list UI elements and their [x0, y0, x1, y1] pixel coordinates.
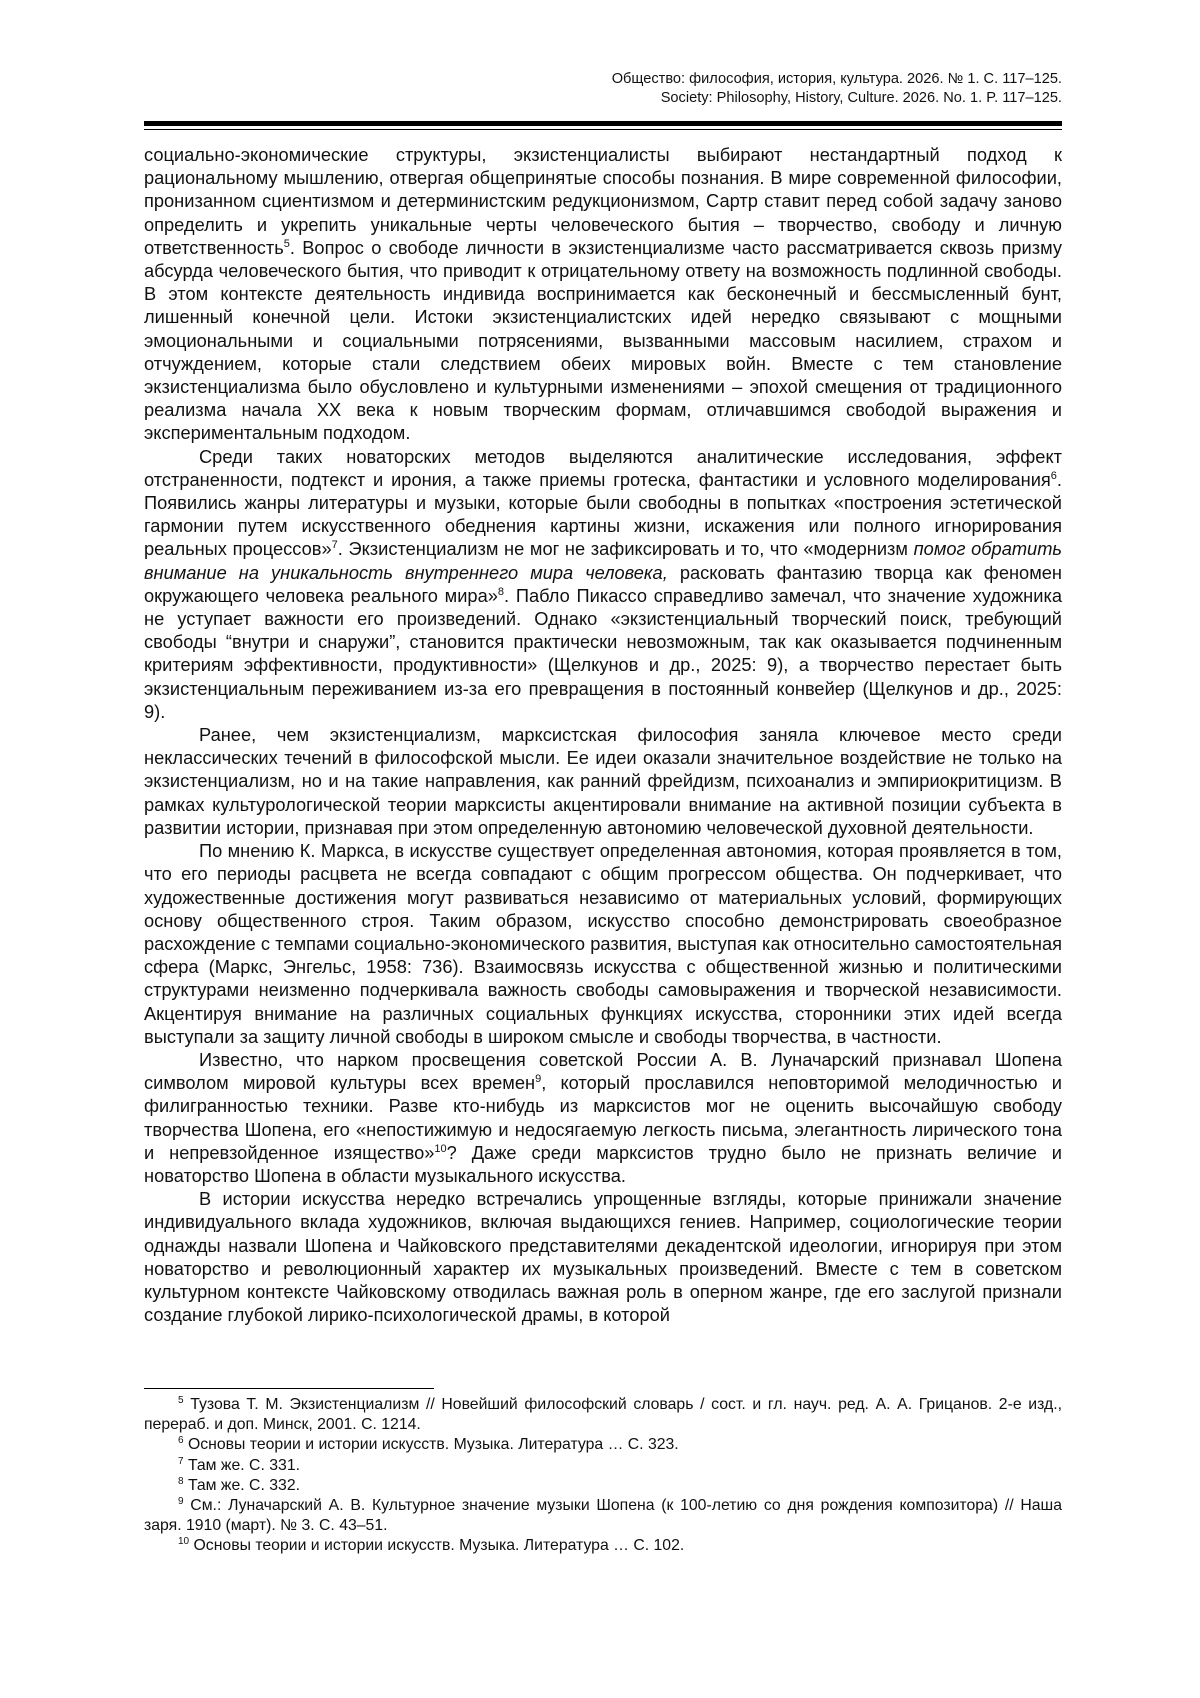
footnote-ref-5[interactable]: 5 [283, 237, 290, 250]
footnote-ref-8[interactable]: 8 [497, 585, 504, 598]
running-header [144, 70, 1062, 108]
footnotes [144, 1395, 1062, 1557]
article-body [144, 143, 1062, 1326]
italic-emphasis: помог обратить внимание на уникальность внутреннего мира человека, [144, 538, 1062, 583]
footnote-9: $^9$ См.: Луначарский А. В. Культурное значение музыки Шопена (к 100-летию со дня рождения композитора) // Наша заря. 1910 (март). № 3. С. 43–51. [144, 1496, 1062, 1535]
paragraph-6: В истории искусства нередко встречались упрощенные взгляды, которые принижали значение индивидуального вклада художников, включая выдающихся гениев. Например, социологические теории однажды назвали Шопена и Чайковского представителями декадентской идеологии, игнорируя при этом новаторство и революционный характер их музыкальных произведений. Вместе с тем в советском культурном контексте Чайковскому отводилась важная роль в оперном жанре, где его заслугой признали создание глубокой лирико-психологической драмы, в которой [144, 1188, 1062, 1326]
footnote-ref-7[interactable]: 7 [331, 539, 338, 552]
paragraph-1: социально-экономические структуры, экзистенциалисты выбирают нестандартный подход к рациональному мышлению, отвергая общепринятые способы познания. В мире современной философии, пронизанном сциентизмом и детерминистским редукционизмом, Сартр ставит перед собой задачу заново определить и укрепить уникальные черты человеческого бытия – творчество, свободу и личную ответственность$^5$. Вопрос о свободе личности в экзистенциализме часто рассматривается сквозь призму абсурда человеческого бытия, что приводит к отрицательному ответу на возможность подлинной свободы. В этом контексте деятельность индивида воспринимается как бесконечный и бессмысленный бунт, лишенный конечной цели. Истоки экзистенциалистских идей нередко связывают с мощными эмоциональными и социальными потрясениями, вызванными массовым насилием, страхом и отчуждением, которые стали следствием обеих мировых войн. Вместе с тем становление экзистенциализма было обусловлено и культурными изменениями – эпохой смещения от традиционного реализма начала XX века к новым творческим формам, отличавшимся свободой выражения и экспериментальным подходом. [144, 144, 1062, 444]
paragraph-4: По мнению К. Маркса, в искусстве существует определенная автономия, которая проявляется в том, что его периоды расцвета не всегда совпадают с общим прогрессом общества. Он подчеркивает, что художественные достижения могут развиваться независимо от материальных условий, формирующих основу общественного строя. Таким образом, искусство способно демонстрировать своеобразное расхождение с темпами социально-экономического развития, выступая как относительно самостоятельная сфера (Маркс, Энгельс, 1958: 736). Взаимосвязь искусства с общественной жизнью и политическими структурами неизменно подчеркивала важность свободы самовыражения и творческой независимости. Акцентируя внимание на различных социальных функциях искусства, сторонники этих идей всегда выступали за защиту личной свободы в широком смысле и свободы творчества, в частности. [144, 840, 1062, 1047]
footnote-ref-10[interactable]: 10 [434, 1142, 447, 1155]
paragraph-2: Среди таких новаторских методов выделяются аналитические исследования, эффект отстраненности, подтекст и ирония, а также приемы гротеска, фантастики и условного моделирования$^6$. Появились жанры литературы и музыки, которые были свободны в попытках «построения эстетической гармонии путем искусственного обеднения картины жизни, искажения или полного игнорирования реальных процессов»$^7$. Экзистенциализм не мог не зафиксировать и то, что «модернизм помог обратить внимание на уникальность внутреннего мира человека, расковать фантазию творца как феномен окружающего человека реального мира»$^8$. Пабло Пикассо справедливо замечал, что значение художника не уступает важности его произведений. Однако «экзистенциальный творческий поиск, требующий свободы “внутри и снаружи”, становится практически невозможным, так как оказывается подчиненным критериям эффективности, продуктивности» (Щелкунов и др., 2025: 9), а творчество перестает быть экзистенциальным переживанием из-за его превращения в постоянный конвейер (Щелкунов и др., 2025: 9). [144, 445, 1062, 722]
footnote-separator [144, 1388, 434, 1389]
footnote-ref-6[interactable]: 6 [1050, 469, 1057, 482]
footnote-5: $^5$ Тузова Т. М. Экзистенциализм // Новейший философский словарь / сост. и гл. науч. ред. А. А. Грицанов. 2-е изд., перераб. и доп. Минск, 2001. С. 1214. [144, 1395, 1062, 1434]
footnote-6: $^6$ Основы теории и истории искусств. Музыка. Литература … С. 323. [178, 1435, 679, 1454]
paragraph-3: Ранее, чем экзистенциализм, марксистская философия заняла ключевое место среди неклассических течений в философской мысли. Ее идеи оказали значительное воздействие не только на экзистенциализм, но и на такие направления, как ранний фрейдизм, психоанализ и эмпириокритицизм. В рамках культурологической теории марксисты акцентировали внимание на активной позиции субъекта в развитии истории, признавая при этом определенную автономию человеческой духовной деятельности. [144, 724, 1062, 838]
header-rule-thick [144, 121, 1062, 126]
header-rule-thin [144, 129, 1062, 130]
header-citation-ru: Общество: философия, история, культура. 2026. № 1. С. 117–125. [611, 71, 1062, 87]
header-citation-en: Society: Philosophy, History, Culture. 2026. No. 1. P. 117–125. [660, 90, 1062, 106]
footnote-8: $^8$ Там же. С. 332. [178, 1475, 300, 1494]
footnote-ref-9[interactable]: 9 [535, 1073, 542, 1086]
header-divider [144, 121, 1062, 130]
footnote-7: $^7$ Там же. С. 331. [178, 1455, 300, 1474]
footnote-10: $^{10}$ Основы теории и истории искусств. Музыка. Литература … С. 102. [178, 1536, 685, 1555]
paragraph-5: Известно, что нарком просвещения советской России А. В. Луначарский признавал Шопена символом мировой культуры всех времен$^9$, который прославился неповторимой мелодичностью и филигранностью техники. Разве кто-нибудь из марксистов мог не оценить высочайшую свободу творчества Шопена, его «непостижимую и недосягаемую легкость письма, элегантность лирического тона и непревзойденное изящество»$^{10}$? Даже среди марксистов трудно было не признать величие и новаторство Шопена в области музыкального искусства. [144, 1048, 1062, 1186]
